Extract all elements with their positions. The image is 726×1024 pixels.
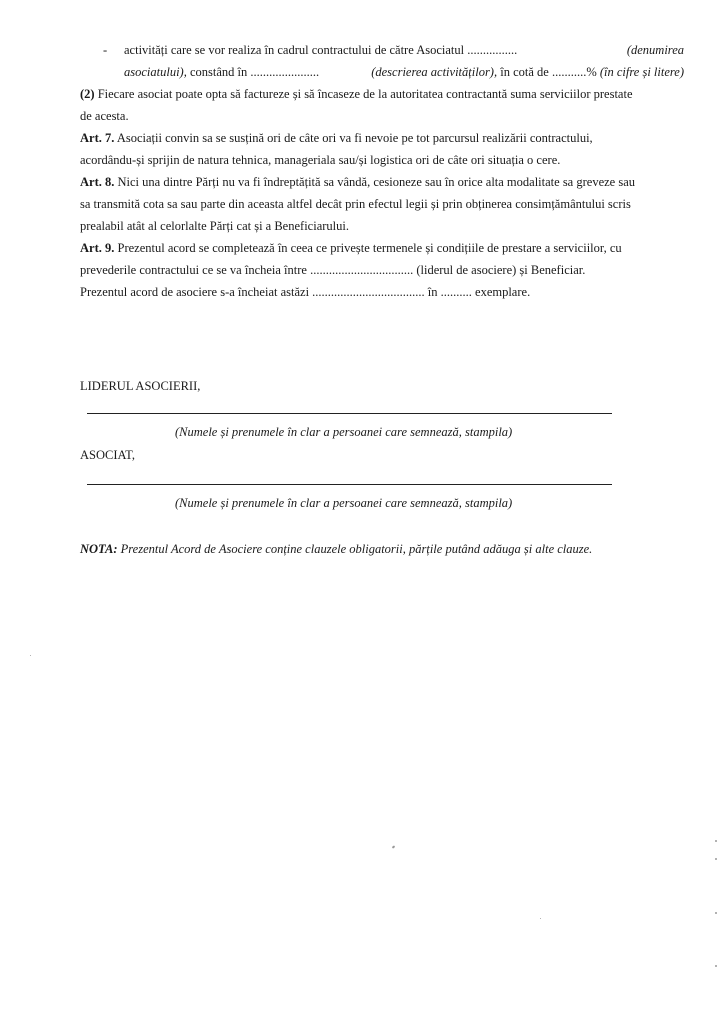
- art7-text-1: Asociații convin sa se susțină ori de câte ori va fi nevoie pe tot parcursul realizării contractului,: [116, 131, 593, 145]
- leader-signature-line: [87, 413, 612, 414]
- art8-line-2: sa transmită cota sa sau parte din aceasta altfel decât prin efectul legii și prin obținerea consimțământului scris: [80, 197, 631, 211]
- art9-line-1: [80, 240, 622, 256]
- art9-text-1: Prezentul acord se completează în ceea ce privește termenele și condițiile de prestare a serviciilor, cu: [117, 241, 622, 255]
- art7-line-1: [80, 130, 593, 146]
- art8-line-1: [80, 174, 635, 190]
- para2-line-1: [80, 86, 633, 102]
- associate-signature-line: [87, 484, 612, 485]
- art9-line-3: Prezentul acord de asociere s-a încheiat astăzi .................................... în .......... exemplare.: [80, 285, 531, 299]
- bullet-line-1-italic: (denumirea: [626, 43, 684, 57]
- scan-speck: [715, 840, 717, 842]
- para2-line-2: de acesta.: [80, 109, 129, 123]
- associate-label: ASOCIAT,: [80, 448, 135, 462]
- scan-speck: [392, 845, 396, 848]
- para2-text-1: Fiecare asociat poate opta să factureze și să încaseze de la autoritatea contractantă suma serviciilor prestate: [97, 87, 633, 101]
- art8-label: Art. 8.: [80, 175, 115, 189]
- leader-label: LIDERUL ASOCIERII,: [80, 379, 201, 393]
- para2-number: (2): [80, 87, 95, 101]
- art9-label: Art. 9.: [80, 241, 115, 255]
- note-line: [80, 541, 592, 557]
- leader-caption: (Numele și prenumele în clar a persoanei care semnează, stampila): [175, 425, 513, 439]
- art9-line-2: prevederile contractului ce se va încheia între ................................. (liderul de asociere) și Beneficiar.: [80, 263, 586, 277]
- scan-speck: [30, 655, 31, 656]
- bullet-line-1: [124, 42, 684, 58]
- scan-speck: [715, 965, 717, 967]
- art8-text-1: Nici una dintre Părți nu va fi îndreptățită sa vândă, cesioneze sau în orice alta modalitate sa greveze sau: [117, 175, 635, 189]
- art8-line-3: prealabil atât al celorlalte Părți cat și a Beneficiarului.: [80, 219, 349, 233]
- note-text: Prezentul Acord de Asociere conține clauzele obligatorii, părțile putând adăuga și alte clauze.: [120, 542, 593, 556]
- art7-line-2: acordându-și sprijin de natura tehnica, manageriala sau/și logistica ori de câte ori situația o cere.: [80, 153, 561, 167]
- bullet-dash: -: [103, 43, 108, 57]
- bullet-line-2-seg-b: (descrierea activităților), în cotă de ...........% (în cifre și litere): [371, 65, 684, 79]
- scan-speck: [715, 858, 717, 860]
- bullet-line-2: [124, 64, 684, 80]
- scan-speck: [715, 912, 717, 914]
- bullet-line-1-text: activități care se vor realiza în cadrul contractului de către Asociatul ................: [124, 43, 518, 57]
- art7-label: Art. 7.: [80, 131, 115, 145]
- associate-caption: (Numele și prenumele în clar a persoanei care semnează, stampila): [175, 496, 513, 510]
- bullet-line-2-seg-a: asociatului), constând în ......................: [124, 65, 320, 79]
- note-label: NOTA:: [80, 542, 118, 556]
- scan-speck: [540, 918, 541, 919]
